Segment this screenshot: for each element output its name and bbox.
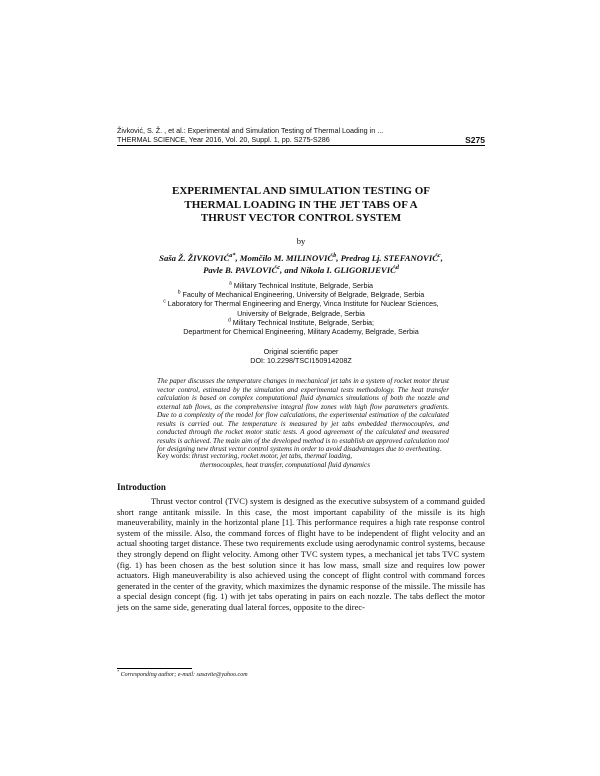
author-list [117, 252, 485, 276]
author-separator: , [336, 253, 341, 263]
author-affil-mark: a* [229, 253, 236, 260]
keywords-list: thrust vectoring, rocket motor, jet tabs, thermal loading, [190, 452, 353, 460]
footnote-mark: * [117, 669, 120, 674]
author-affil-mark: d [395, 265, 399, 272]
footnote [117, 669, 485, 678]
affiliation-a [117, 281, 485, 290]
affil-mark: c [163, 299, 166, 306]
title-line: THERMAL LOADING IN THE JET TABS OF A [184, 198, 418, 211]
affil-text: Military Technical Institute, Belgrade, Serbia [231, 281, 374, 290]
title-line: EXPERIMENTAL AND SIMULATION TESTING OF [172, 185, 430, 197]
affiliation-d [117, 318, 485, 327]
author-affil-mark: b [333, 253, 337, 260]
title-line: THRUST VECTOR CONTROL SYSTEM [200, 212, 402, 224]
affil-mark: b [177, 289, 181, 296]
doi: DOI: 10.2298/TSCI150914208Z [250, 355, 352, 365]
keywords [157, 452, 449, 469]
header-divider [117, 145, 485, 146]
affil-text: Faculty of Mechanical Engineering, University of Belgrade, Belgrade, Serbia [180, 290, 425, 300]
section-heading: Introduction [117, 482, 166, 492]
affiliation-c [117, 299, 485, 308]
paper-type: Original scientific paper [263, 347, 339, 356]
paper-title [117, 185, 485, 226]
author-affil-mark: c [277, 265, 281, 272]
affil-text: Military Technical Institute, Belgrade, Serbia; [230, 317, 375, 327]
affiliation-c-cont: University of Belgrade, Belgrade, Serbia [237, 308, 365, 318]
paper-meta [117, 348, 485, 365]
author-name: Nikola I. GLIGORIJEVIĆ [300, 265, 396, 275]
abstract: The paper discusses the temperature changes in mechanical jet tabs in a system of rocket motor thrust vector control, estimated by the simulation and experimental tests methodology. The heat transfer calculation is based on complex computational fluid dynamics simulations of both the nozzle and external tab flows, as the comprehensive integral flow zones with high flow parameters gradients. Due to a complexity of the model for flow calculations, the experimental estimation of the calculated results is carried out. The temperature is measured by jet tabs embedded thermocouples, and conducted through the rocket motor static tests. A good agreement of the calculated and measured results is achieved. The main aim of the developed method is to establish an approved calculation tool for designing new thrust vector control systems in order to avoid disadvantages due to overheating. [157, 377, 449, 453]
keywords-list-cont: thermocouples, heat transfer, computational fluid dynamics [200, 460, 370, 469]
author-separator: , [235, 253, 240, 263]
running-head-journal: THERMAL SCIENCE, Year 2016, Vol. 20, Suppl. 1, pp. S275-S286 [117, 135, 330, 144]
footnote-divider [117, 668, 192, 669]
author-line [117, 264, 485, 276]
paragraph: Thrust vector control (TVC) system is designed as the executive subsystem of a command guided short range antitank missile. In this case, the most important capability of the missile is its high maneuverability, mainly in the horizontal plane [1]. This performance requires a high rate response control system of the missile. Also, the command forces of flight have to be independent of flight velocity and an actual shooting target distance. These two requirements exclude using aerodynamic control systems, because they strongly depend on flight velocity. Among other TVC system types, a mechanical jet tabs TVC system (fig. 1) has been chosen as the best solution since it has low mass, small size and requires low power actuators. High maneuverability is also achieved using the concept of flight control with command forces generated in the center of the gravity, which maximizes the dynamic response of the missile. The missile has a special design concept (fig. 1) with jet tabs operating in pairs on each nozzle. The tabs deflect the motor jets on the same side, generating dual lateral forces, opposite to the direc- [117, 496, 485, 612]
running-head [117, 126, 485, 144]
affil-mark: a [228, 280, 232, 287]
keywords-line [157, 452, 449, 461]
affil-mark: d [227, 317, 231, 324]
author-line [117, 252, 485, 264]
affiliations [117, 281, 485, 336]
author-name: Saša Ž. ŽIVKOVIĆ [159, 253, 230, 263]
keywords-label: Key words: [157, 452, 191, 460]
author-name: Predrag Lj. STEFANOVIĆ [340, 253, 439, 263]
affiliation-d-cont: Department for Chemical Engineering, Military Academy, Belgrade, Serbia [183, 327, 419, 337]
author-separator: , and [280, 265, 301, 275]
section-body [117, 496, 485, 613]
footnote-text: Corresponding author; e-mail: sasavite@yahoo.com [119, 672, 248, 678]
author-affil-mark: c [438, 253, 441, 260]
running-head-authors: Živković, S. Ž. , et al.: Experimental and Simulation Testing of Thermal Loading in ... [117, 126, 384, 135]
page-number: S275 [465, 135, 485, 145]
affiliation-b [117, 290, 485, 299]
author-name: Pavle B. PAVLOVIĆ [203, 265, 278, 275]
by-label: by [296, 236, 306, 246]
author-name: Momčilo M. MILINOVIĆ [239, 253, 334, 263]
affil-text: Laboratory for Thermal Engineering and Energy, Vinca Institute for Nuclear Sciences, [165, 299, 439, 309]
author-separator: , [440, 253, 443, 263]
